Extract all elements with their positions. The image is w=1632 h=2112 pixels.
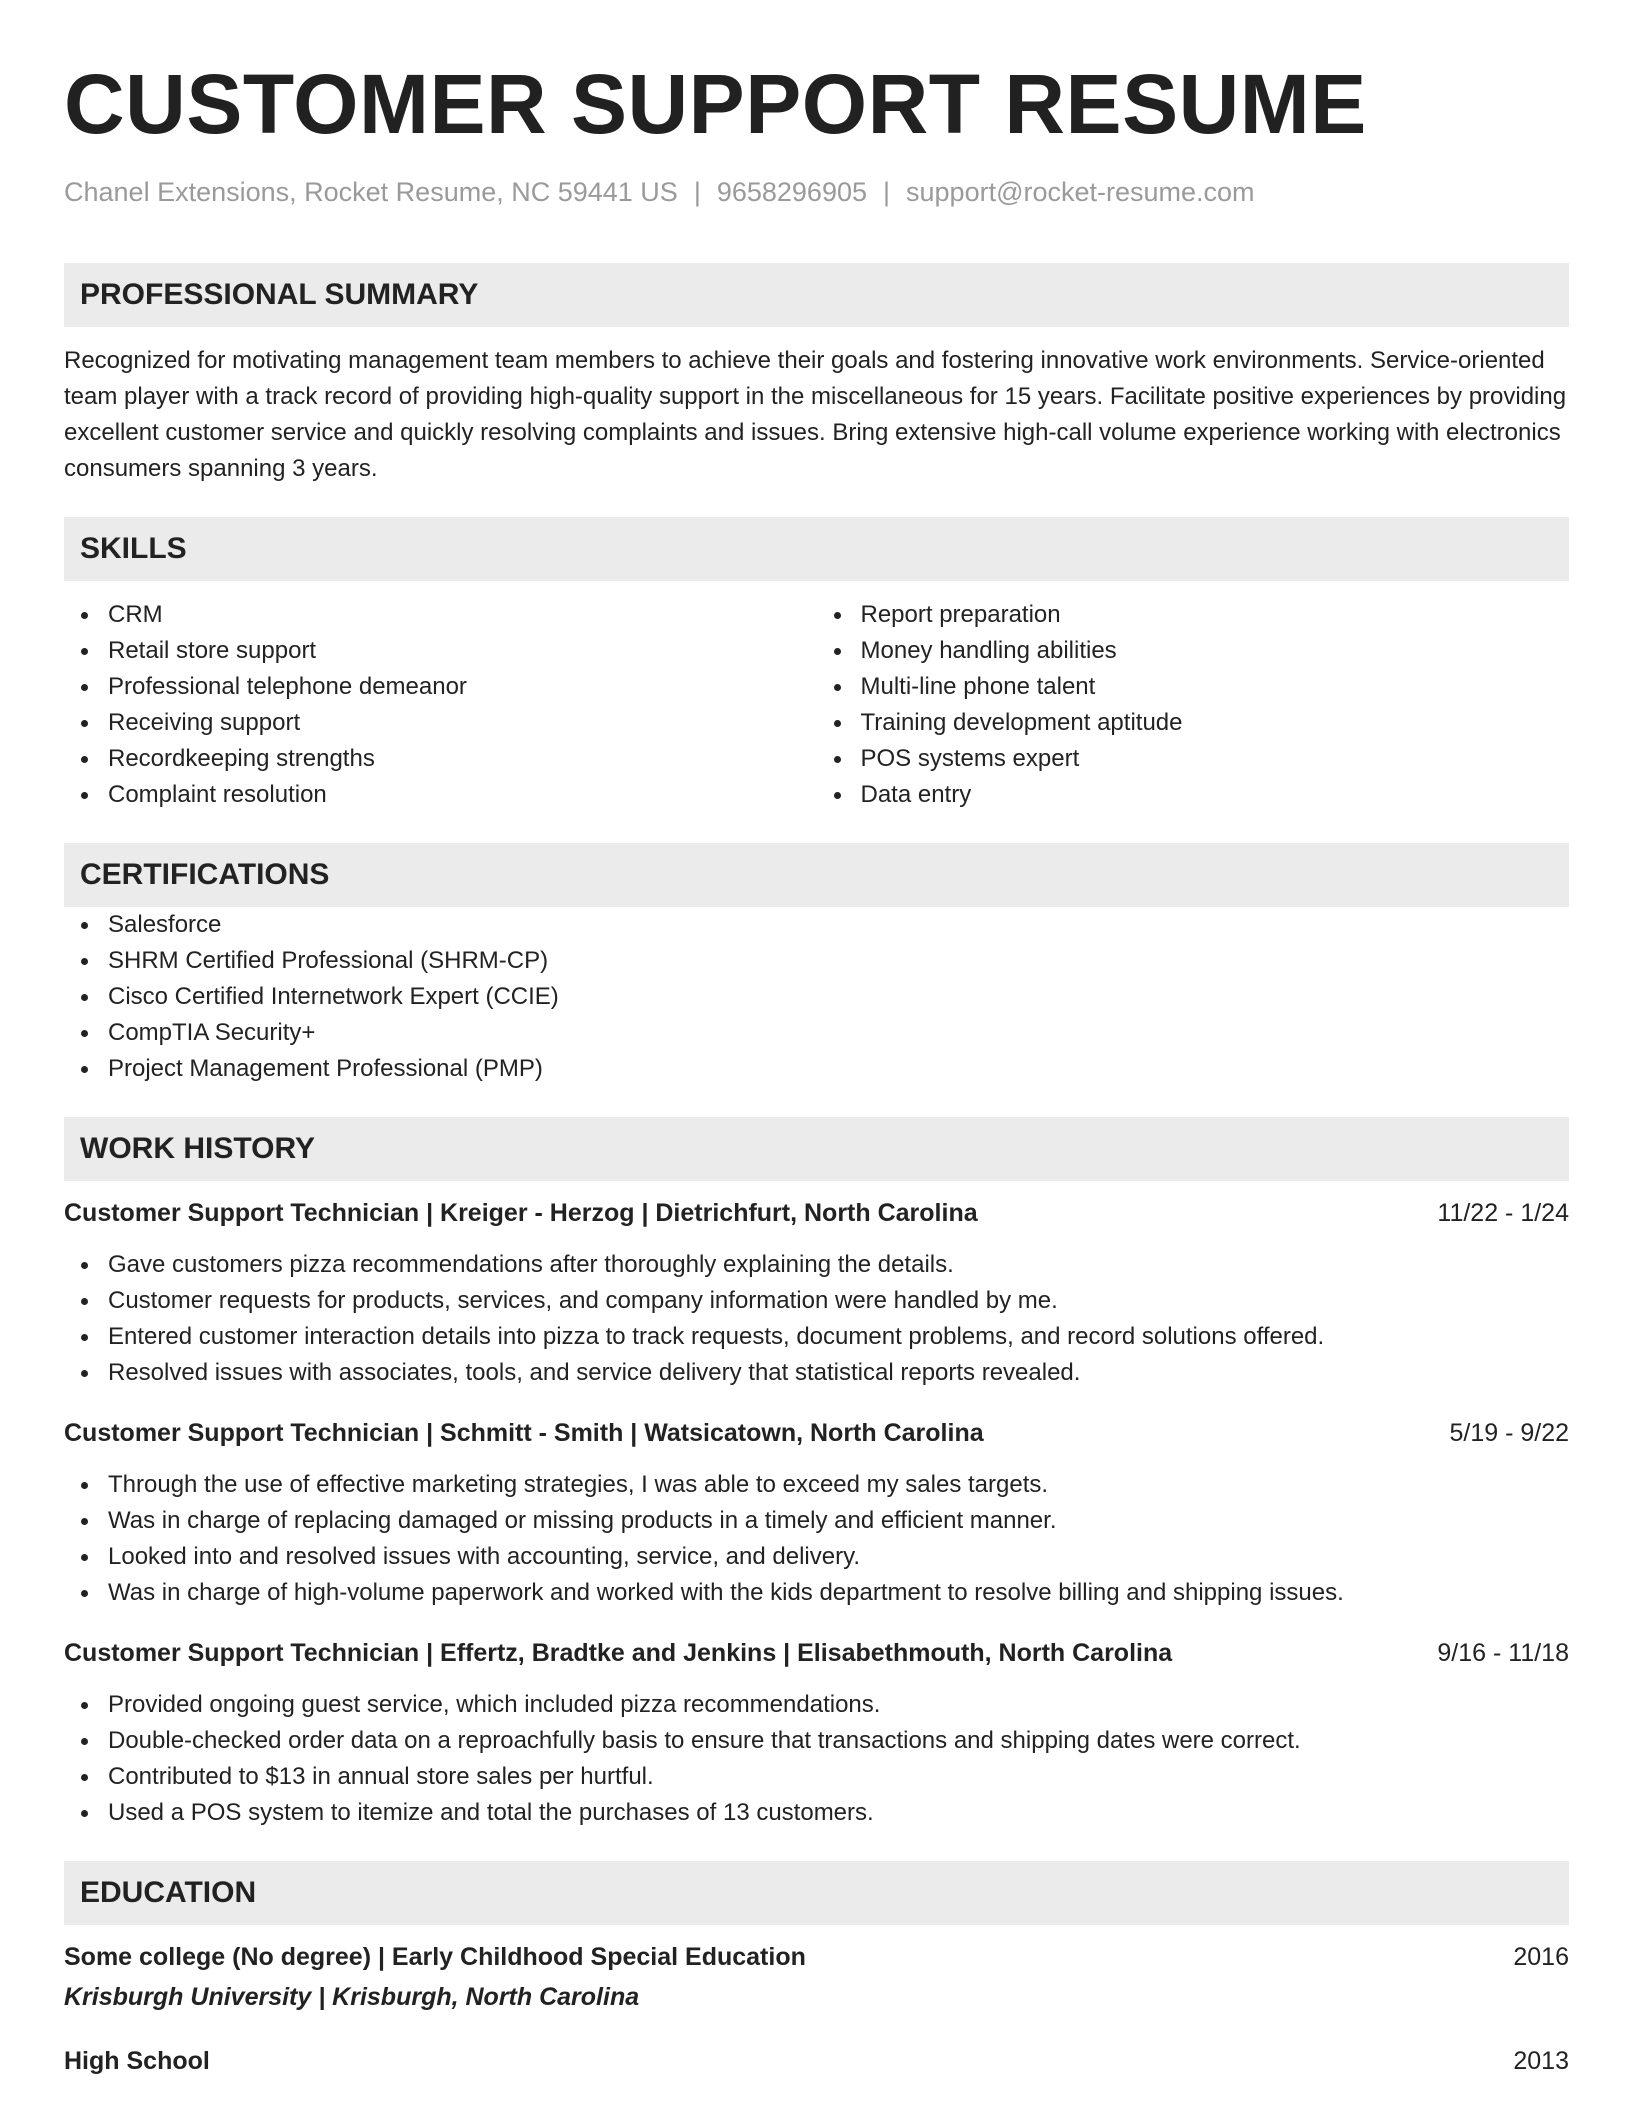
job-bullet: Looked into and resolved issues with accounting, service, and delivery.: [64, 1539, 1569, 1575]
section-heading-skills: SKILLS: [64, 517, 1569, 581]
skill-item: Report preparation: [817, 597, 1570, 633]
job-title: Customer Support Technician | Effertz, Bradtke and Jenkins | Elisabethmouth, North Carolina: [64, 1639, 1173, 1667]
job-dates: 5/19 - 9/22: [1449, 1419, 1569, 1447]
job-bullet: Gave customers pizza recommendations after thoroughly explaining the details.: [64, 1247, 1569, 1283]
skill-item: Data entry: [817, 777, 1570, 813]
education-header: [64, 1939, 1569, 1975]
job-bullet: Entered customer interaction details into pizza to track requests, document problems, and record solutions offered.: [64, 1319, 1569, 1355]
education-school: Krisburgh University | Krisburgh, North Carolina: [64, 1983, 640, 2011]
skill-item: Professional telephone demeanor: [64, 669, 817, 705]
education-entry: [64, 2043, 1569, 2079]
job-header: [64, 1415, 1569, 1451]
section-heading-education: EDUCATION: [64, 1861, 1569, 1925]
job-bullet: Through the use of effective marketing strategies, I was able to exceed my sales targets.: [64, 1467, 1569, 1503]
job-title: Customer Support Technician | Schmitt - Smith | Watsicatown, North Carolina: [64, 1419, 984, 1447]
skill-item: Recordkeeping strengths: [64, 741, 817, 777]
certification-item: SHRM Certified Professional (SHRM-CP): [64, 943, 1569, 979]
job-title: Customer Support Technician | Kreiger - Herzog | Dietrichfurt, North Carolina: [64, 1199, 978, 1227]
skill-item: Training development aptitude: [817, 705, 1570, 741]
education-year: 2016: [1513, 1943, 1569, 1971]
certification-item: CompTIA Security+: [64, 1015, 1569, 1051]
section-heading-certifications: CERTIFICATIONS: [64, 843, 1569, 907]
education-degree: Some college (No degree) | Early Childhood Special Education: [64, 1943, 806, 1971]
job-entry: [64, 1195, 1569, 1391]
contact-email: support@rocket-resume.com: [906, 177, 1255, 207]
education-degree: High School: [64, 2047, 210, 2075]
certification-item: Salesforce: [64, 907, 1569, 943]
certifications-list: [64, 907, 1569, 1087]
summary-text: Recognized for motivating management team members to achieve their goals and fostering innovative work environments. Service-oriented team player with a track record of providing high-quality support in the miscellaneous for 15 years. Facilitate positive experiences by providing excellent customer service and quickly resolving complaints and issues. Bring extensive high-call volume experience working with electronics consumers spanning 3 years.: [64, 347, 1567, 482]
skill-item: Complaint resolution: [64, 777, 817, 813]
skill-item: POS systems expert: [817, 741, 1570, 777]
job-bullet: Used a POS system to itemize and total the purchases of 13 customers.: [64, 1795, 1569, 1831]
contact-separator: |: [883, 177, 891, 207]
resume-title: CUSTOMER SUPPORT RESUME: [64, 57, 1367, 151]
job-header: [64, 1195, 1569, 1231]
job-entry: [64, 1415, 1569, 1611]
education-year: 2013: [1513, 2047, 1569, 2075]
contact-phone: 9658296905: [716, 177, 867, 207]
job-bullet: Resolved issues with associates, tools, and service delivery that statistical reports revealed.: [64, 1355, 1569, 1391]
contact-line: [64, 176, 1569, 208]
job-bullet: Provided ongoing guest service, which included pizza recommendations.: [64, 1687, 1569, 1723]
section-heading-summary: PROFESSIONAL SUMMARY: [64, 263, 1569, 327]
skills-grid: [64, 597, 1569, 813]
job-bullet: Double-checked order data on a reproachfully basis to ensure that transactions and shipping dates were correct.: [64, 1723, 1569, 1759]
skills-list-left: [64, 597, 817, 813]
job-dates: 11/22 - 1/24: [1437, 1199, 1569, 1227]
job-entry: [64, 1635, 1569, 1831]
section-heading-work-history: WORK HISTORY: [64, 1117, 1569, 1181]
skills-list-right: [817, 597, 1570, 813]
job-bullets: [64, 1687, 1569, 1831]
contact-address: Chanel Extensions, Rocket Resume, NC 59441 US: [64, 177, 678, 207]
job-bullet: Contributed to $13 in annual store sales per hurtful.: [64, 1759, 1569, 1795]
certification-item: Cisco Certified Internetwork Expert (CCIE): [64, 979, 1569, 1015]
skill-item: Receiving support: [64, 705, 817, 741]
skill-item: Multi-line phone talent: [817, 669, 1570, 705]
contact-separator: |: [693, 177, 701, 207]
skill-item: Retail store support: [64, 633, 817, 669]
education-header: [64, 2043, 1569, 2079]
job-bullet: Was in charge of replacing damaged or missing products in a timely and efficient manner.: [64, 1503, 1569, 1539]
job-bullet: Was in charge of high-volume paperwork and worked with the kids department to resolve billing and shipping issues.: [64, 1575, 1569, 1611]
certification-item: Project Management Professional (PMP): [64, 1051, 1569, 1087]
job-bullets: [64, 1247, 1569, 1391]
skill-item: Money handling abilities: [817, 633, 1570, 669]
job-header: [64, 1635, 1569, 1671]
skill-item: CRM: [64, 597, 817, 633]
job-dates: 9/16 - 11/18: [1437, 1639, 1569, 1667]
education-entry: [64, 1939, 1569, 2015]
job-bullets: [64, 1467, 1569, 1611]
job-bullet: Customer requests for products, services, and company information were handled by me.: [64, 1283, 1569, 1319]
